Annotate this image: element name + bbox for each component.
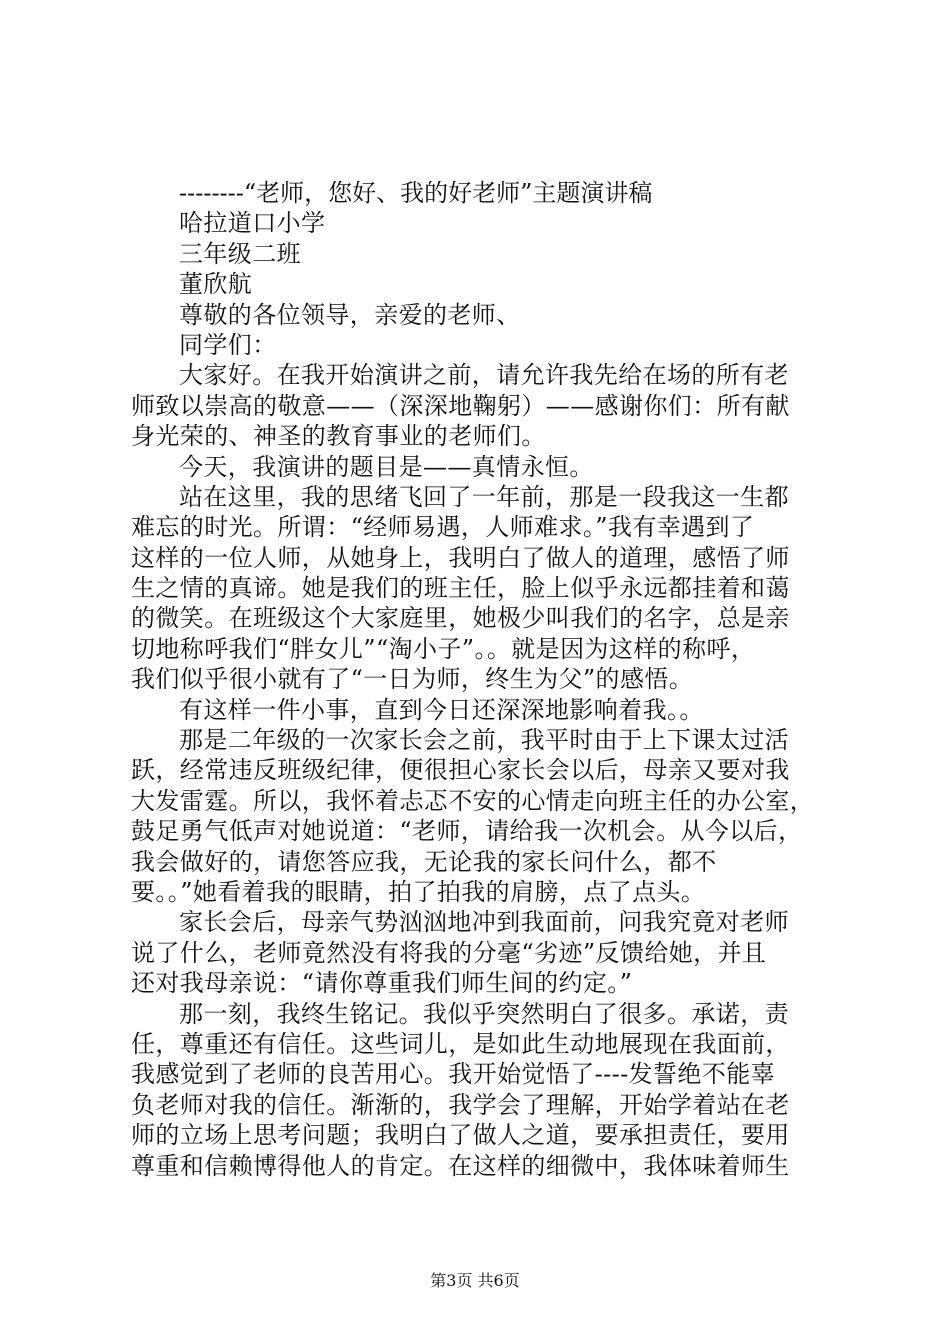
text-line: 大家好。在我开始演讲之前，请允许我先给在场的所有老 bbox=[179, 361, 789, 390]
text-line: 这样的一位人师，从她身上，我明白了做人的道理，感悟了师 bbox=[131, 543, 790, 572]
school-name: 哈拉道口小学 bbox=[179, 209, 326, 238]
text-line: 鼓足勇气低声对她说道：“老师，请给我一次机会。从今以后， bbox=[131, 817, 803, 846]
text-line: 有这样一件小事，直到今日还深深地影响着我。。 bbox=[179, 695, 704, 724]
title-line: --------“老师，您好、我的好老师”主题演讲稿 bbox=[179, 179, 653, 207]
text-line: 切地称呼我们“胖女儿”“淘小子”。。就是因为这样的称呼， bbox=[131, 634, 756, 663]
text-line: 还对我母亲说：“请你尊重我们师生间的约定。” bbox=[131, 969, 633, 998]
text-line: 负老师对我的信任。渐渐的，我学会了理解，开始学着站在老 bbox=[131, 1090, 790, 1119]
text-line: 家长会后，母亲气势汹汹地冲到我面前，问我究竟对老师 bbox=[179, 908, 789, 937]
speech-text bbox=[131, 360, 831, 1181]
text-line: 那是二年级的一次家长会之前，我平时由于上下课太过活 bbox=[179, 726, 789, 755]
text-line: 我们似乎很小就有了“一日为师，终生为父”的感悟。 bbox=[131, 665, 694, 694]
text-line: 大发雷霆。所以，我怀着忐忑不安的心情走向班主任的办公室， bbox=[131, 786, 815, 815]
text-line: 我感觉到了老师的良苦用心。我开始觉悟了----发誓绝不能辜 bbox=[131, 1060, 776, 1089]
page-footer: 第3页 共6页 bbox=[430, 1271, 520, 1290]
document-body bbox=[131, 178, 831, 1181]
text-line: 站在这里，我的思绪飞回了一年前，那是一段我这一生都 bbox=[179, 482, 789, 511]
text-line: 难忘的时光。所谓：“经师易遇，人师难求。”我有幸遇到了 bbox=[131, 513, 755, 542]
text-line: 说了什么，老师竟然没有将我的分毫“劣迹”反馈给她，并且 bbox=[131, 938, 767, 967]
text-line: 今天，我演讲的题目是——真情永恒。 bbox=[179, 452, 594, 481]
author-name: 董欣航 bbox=[179, 270, 253, 299]
text-line: 那一刻，我终生铭记。我似乎突然明白了很多。承诺，责 bbox=[179, 999, 789, 1028]
greeting-line-1: 尊敬的各位领导，亲爱的老师、 bbox=[179, 300, 521, 329]
text-line: 我会做好的，请您答应我，无论我的家长问什么，都不 bbox=[131, 847, 717, 876]
text-line: 要。。”她看着我的眼睛，拍了拍我的肩膀，点了点头。 bbox=[131, 877, 706, 906]
text-line: 跃，经常违反班级纪律，便很担心家长会以后，母亲又要对我 bbox=[131, 756, 790, 785]
text-line: 师致以崇高的敬意——（深深地鞠躬）——感谢你们：所有献 bbox=[131, 391, 790, 420]
text-line: 的微笑。在班级这个大家庭里，她极少叫我们的名字，总是亲 bbox=[131, 604, 790, 633]
text-line: 身光荣的、神圣的教育事业的老师们。 bbox=[131, 422, 546, 451]
greeting-line-2: 同学们： bbox=[179, 330, 277, 359]
text-line: 尊重和信赖博得他人的肯定。在这样的细微中，我体味着师生 bbox=[131, 1151, 790, 1180]
class-name: 三年级二班 bbox=[179, 239, 301, 268]
text-line: 任，尊重还有信任。这些词儿，是如此生动地展现在我面前， bbox=[131, 1029, 790, 1058]
text-line: 师的立场上思考问题；我明白了做人之道，要承担责任，要用 bbox=[131, 1121, 790, 1150]
text-line: 生之情的真谛。她是我们的班主任，脸上似乎永远都挂着和蔼 bbox=[131, 574, 790, 603]
